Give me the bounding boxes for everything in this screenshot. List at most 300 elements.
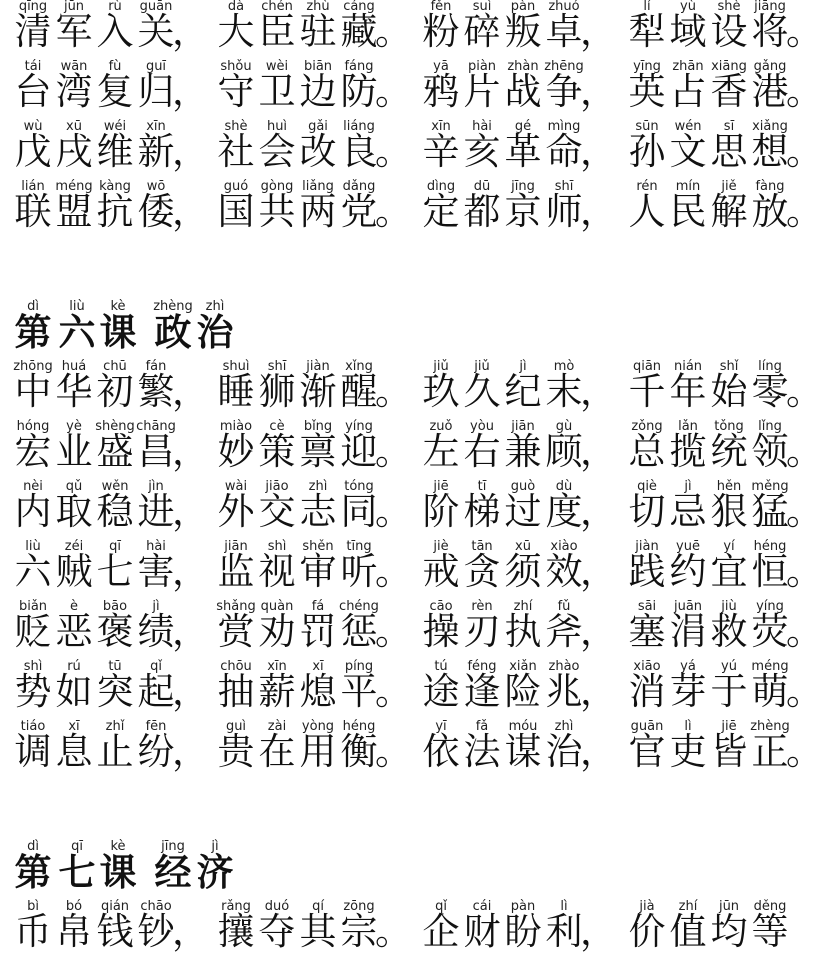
punctuation: ， [172, 670, 209, 713]
lesson-title [0, 840, 400, 900]
pinyin: cè [269, 419, 285, 434]
pinyin: jiē [721, 719, 737, 734]
pinyin: chōu [220, 659, 252, 674]
punctuation: ， [172, 490, 209, 533]
hanzi: 盟 [55, 190, 93, 233]
hanzi: 塞 [628, 610, 666, 653]
hanzi: 视 [258, 550, 296, 593]
hanzi: 都 [463, 190, 501, 233]
pinyin: jiān [224, 539, 248, 554]
verse-phrase [12, 120, 212, 180]
pinyin: shuì [222, 359, 250, 374]
pinyin: zǒng [631, 419, 663, 434]
pinyin: liù [25, 539, 41, 554]
pinyin: yè [66, 419, 82, 434]
verse-phrase [12, 540, 212, 600]
pinyin: jiè [433, 539, 449, 554]
verse-phrase [626, 120, 826, 180]
pinyin: cáng [343, 0, 375, 14]
hanzi: 鸦 [422, 70, 460, 113]
pinyin: xiāng [711, 59, 747, 74]
hanzi: 法 [463, 730, 501, 773]
verse-phrase [215, 540, 415, 600]
verse-phrase [626, 180, 826, 240]
pinyin: jì [684, 479, 692, 494]
hanzi: 帛 [55, 910, 93, 953]
pinyin: jì [211, 839, 219, 854]
hanzi: 斧 [545, 610, 583, 653]
hanzi: 抽 [217, 670, 255, 713]
hanzi: 交 [258, 490, 296, 533]
hanzi: 醒 [340, 370, 378, 413]
pinyin: shì [267, 539, 287, 554]
hanzi: 戊 [14, 130, 52, 173]
hanzi: 设 [710, 10, 748, 53]
hanzi: 维 [96, 130, 134, 173]
hanzi: 势 [14, 670, 52, 713]
pinyin: jì [519, 359, 527, 374]
hanzi: 听 [340, 550, 378, 593]
pinyin: hóng [16, 419, 50, 434]
pinyin: wù [23, 119, 43, 134]
title-hanzi: 课 [99, 310, 137, 354]
hanzi: 片 [463, 70, 501, 113]
pinyin: xīn [146, 119, 166, 134]
pinyin: qīng [18, 0, 48, 14]
hanzi: 平 [340, 670, 378, 713]
hanzi: 领 [751, 430, 789, 473]
pinyin: qiān [632, 359, 662, 374]
pinyin: jiě [721, 179, 737, 194]
pinyin: shěn [302, 539, 334, 554]
hanzi: 碎 [463, 10, 501, 53]
hanzi: 命 [545, 130, 583, 173]
pinyin: yíng [756, 599, 784, 614]
punctuation: 。 [786, 670, 823, 713]
hanzi: 纷 [137, 730, 175, 773]
pinyin: shǐ [719, 359, 739, 374]
pinyin: xiǎn [509, 659, 537, 674]
hanzi: 约 [669, 550, 707, 593]
verse-phrase [215, 120, 415, 180]
hanzi: 兆 [545, 670, 583, 713]
hanzi: 将 [751, 10, 789, 53]
pinyin: shī [554, 179, 574, 194]
hanzi: 揽 [669, 430, 707, 473]
pinyin: shǒu [220, 59, 252, 74]
hanzi: 戒 [422, 550, 460, 593]
hanzi: 军 [55, 10, 93, 53]
hanzi: 利 [545, 910, 583, 953]
hanzi: 叛 [504, 10, 542, 53]
hanzi: 褒 [96, 610, 134, 653]
pinyin: biǎn [18, 599, 48, 614]
hanzi: 战 [504, 70, 542, 113]
pinyin: qǐ [435, 899, 447, 914]
verse-phrase [215, 480, 415, 540]
pinyin: rǎng [221, 899, 251, 914]
punctuation: 。 [786, 10, 823, 53]
punctuation: 。 [375, 370, 412, 413]
pinyin: wān [60, 59, 88, 74]
hanzi: 赏 [217, 610, 255, 653]
hanzi: 荧 [751, 610, 789, 653]
punctuation: ， [172, 550, 209, 593]
pinyin: yī [435, 719, 447, 734]
punctuation: ， [580, 910, 617, 953]
pinyin: tīng [346, 539, 372, 554]
verse-line [0, 60, 840, 120]
punctuation: 。 [786, 370, 823, 413]
hanzi: 切 [628, 490, 666, 533]
hanzi: 价 [628, 910, 666, 953]
title-hanzi: 治 [196, 310, 234, 354]
verse-phrase [12, 600, 212, 660]
pinyin: xīn [431, 119, 451, 134]
verse-line [0, 720, 840, 780]
verse-phrase [12, 660, 212, 720]
hanzi: 财 [463, 910, 501, 953]
verse-phrase [626, 720, 826, 780]
punctuation: ， [580, 670, 617, 713]
pinyin: qī [109, 539, 121, 554]
pinyin: lián [21, 179, 45, 194]
pinyin: fēn [145, 719, 167, 734]
verse-phrase [215, 900, 415, 960]
punctuation: ， [580, 610, 617, 653]
hanzi: 放 [751, 190, 789, 233]
title-hanzi: 第 [14, 310, 52, 354]
pinyin: xǐng [345, 359, 373, 374]
hanzi: 企 [422, 910, 460, 953]
pinyin: gǎng [753, 59, 787, 74]
pinyin: zhì [205, 299, 225, 314]
pinyin: gé [514, 119, 532, 134]
pinyin: guān [630, 719, 664, 734]
hanzi: 倭 [137, 190, 175, 233]
verse-phrase [420, 600, 620, 660]
hanzi: 入 [96, 10, 134, 53]
hanzi: 兼 [504, 430, 542, 473]
hanzi: 稳 [96, 490, 134, 533]
punctuation: ， [172, 10, 209, 53]
hanzi: 其 [299, 910, 337, 953]
punctuation: ， [172, 910, 209, 953]
pinyin: lì [560, 899, 568, 914]
hanzi: 贪 [463, 550, 501, 593]
punctuation: 。 [786, 190, 823, 233]
hanzi: 衡 [340, 730, 378, 773]
hanzi: 夺 [258, 910, 296, 953]
hanzi: 繁 [137, 370, 175, 413]
punctuation: ， [172, 370, 209, 413]
hanzi: 盼 [504, 910, 542, 953]
verse-line [0, 660, 840, 720]
hanzi: 调 [14, 730, 52, 773]
hanzi: 取 [55, 490, 93, 533]
pinyin: biān [303, 59, 333, 74]
hanzi: 绩 [137, 610, 175, 653]
punctuation: ， [580, 430, 617, 473]
pinyin: shè [717, 0, 741, 14]
hanzi: 抗 [96, 190, 134, 233]
hanzi: 途 [422, 670, 460, 713]
title-hanzi: 七 [58, 850, 96, 894]
pinyin: jiān [511, 419, 535, 434]
hanzi: 禀 [299, 430, 337, 473]
hanzi: 均 [710, 910, 748, 953]
hanzi: 皆 [710, 730, 748, 773]
pinyin: zhǐ [105, 719, 125, 734]
hanzi: 右 [463, 430, 501, 473]
title-hanzi: 课 [99, 850, 137, 894]
hanzi: 犁 [628, 10, 666, 53]
pinyin: shèng [95, 419, 135, 434]
hanzi: 劝 [258, 610, 296, 653]
hanzi: 监 [217, 550, 255, 593]
verse-phrase [12, 360, 212, 420]
hanzi: 刃 [463, 610, 501, 653]
pinyin: jiǔ [433, 359, 449, 374]
hanzi: 卓 [545, 10, 583, 53]
hanzi: 复 [96, 70, 134, 113]
pinyin: liù [69, 299, 85, 314]
pinyin: chāng [136, 419, 176, 434]
pinyin: shī [267, 359, 287, 374]
hanzi: 逢 [463, 670, 501, 713]
hanzi: 英 [628, 70, 666, 113]
pinyin: líng [758, 359, 782, 374]
hanzi: 消 [628, 670, 666, 713]
punctuation: ， [172, 70, 209, 113]
punctuation: 。 [375, 10, 412, 53]
pinyin: è [70, 599, 78, 614]
pinyin: xiāo [633, 659, 661, 674]
verse-phrase [12, 720, 212, 780]
hanzi: 民 [669, 190, 707, 233]
verse-line [0, 0, 840, 60]
pinyin: xiǎng [752, 119, 788, 134]
punctuation: 。 [786, 490, 823, 533]
hanzi: 须 [504, 550, 542, 593]
hanzi: 依 [422, 730, 460, 773]
hanzi: 惩 [340, 610, 378, 653]
hanzi: 戌 [55, 130, 93, 173]
pinyin: zōng [343, 899, 375, 914]
hanzi: 息 [55, 730, 93, 773]
pinyin: rén [636, 179, 658, 194]
pinyin: lǎn [678, 419, 698, 434]
hanzi: 臣 [258, 10, 296, 53]
verse-phrase [12, 900, 212, 960]
pinyin: xī [68, 719, 80, 734]
pinyin: gù [555, 419, 573, 434]
hanzi: 狮 [258, 370, 296, 413]
pinyin: wài [224, 479, 248, 494]
pinyin: zhào [548, 659, 580, 674]
pinyin: xīn [267, 659, 287, 674]
hanzi: 文 [669, 130, 707, 173]
pinyin: sī [723, 119, 735, 134]
hanzi: 执 [504, 610, 542, 653]
hanzi: 止 [96, 730, 134, 773]
pinyin: rú [67, 659, 81, 674]
pinyin: suì [472, 0, 492, 14]
pinyin: tǒng [714, 419, 744, 434]
punctuation: 。 [375, 490, 412, 533]
hanzi: 香 [710, 70, 748, 113]
pinyin: jiǔ [474, 359, 490, 374]
pinyin: pàn [510, 899, 536, 914]
pinyin: méng [55, 179, 93, 194]
verse-phrase [626, 480, 826, 540]
verse-phrase [420, 660, 620, 720]
hanzi: 千 [628, 370, 666, 413]
pinyin: jiàn [635, 539, 659, 554]
pinyin: guò [510, 479, 536, 494]
hanzi: 守 [217, 70, 255, 113]
pinyin: shè [224, 119, 248, 134]
pinyin: liáng [343, 119, 375, 134]
pinyin: huì [266, 119, 288, 134]
pinyin: zhān [672, 59, 704, 74]
hanzi: 谋 [504, 730, 542, 773]
pinyin: děng [753, 899, 787, 914]
pinyin: zhuó [548, 0, 580, 14]
pinyin: zhèng [153, 299, 193, 314]
pinyin: dà [227, 0, 245, 14]
hanzi: 统 [710, 430, 748, 473]
pinyin: mín [675, 179, 701, 194]
pinyin: zhàn [507, 59, 539, 74]
punctuation: ， [172, 190, 209, 233]
hanzi: 新 [137, 130, 175, 173]
pinyin: miào [219, 419, 253, 434]
pinyin: mò [553, 359, 575, 374]
verse-phrase [12, 420, 212, 480]
verse-phrase [626, 600, 826, 660]
pinyin: chū [103, 359, 127, 374]
hanzi: 恒 [751, 550, 789, 593]
punctuation: 。 [375, 610, 412, 653]
hanzi: 想 [751, 130, 789, 173]
hanzi: 攘 [217, 910, 255, 953]
hanzi: 险 [504, 670, 542, 713]
punctuation: 。 [786, 130, 823, 173]
verse-phrase [626, 660, 826, 720]
pinyin: wō [146, 179, 166, 194]
pinyin: yā [433, 59, 449, 74]
hanzi: 害 [137, 550, 175, 593]
pinyin: méng [751, 659, 789, 674]
pinyin: cái [472, 899, 492, 914]
hanzi: 孙 [628, 130, 666, 173]
verse-phrase [626, 540, 826, 600]
pinyin: sāi [637, 599, 657, 614]
hanzi: 审 [299, 550, 337, 593]
pinyin: bǐng [303, 419, 333, 434]
pinyin: zhèng [750, 719, 790, 734]
pinyin: tái [24, 59, 42, 74]
pinyin: yòng [301, 719, 335, 734]
pinyin: nèi [23, 479, 43, 494]
verse-line [0, 540, 840, 600]
verse-phrase [420, 60, 620, 120]
pinyin: fǎ [475, 719, 489, 734]
pinyin: qǐ [150, 659, 162, 674]
hanzi: 久 [463, 370, 501, 413]
verse-phrase [420, 480, 620, 540]
punctuation: 。 [375, 430, 412, 473]
hanzi: 昌 [137, 430, 175, 473]
pinyin: lí [643, 0, 651, 14]
pinyin: jìn [148, 479, 164, 494]
verse-phrase [215, 420, 415, 480]
hanzi: 宗 [340, 910, 378, 953]
hanzi: 联 [14, 190, 52, 233]
pinyin: xū [66, 119, 82, 134]
pinyin: jīng [161, 839, 185, 854]
punctuation: ， [580, 550, 617, 593]
verse-phrase [626, 420, 826, 480]
hanzi: 业 [55, 430, 93, 473]
pinyin: dìng [426, 179, 456, 194]
verse-line [0, 120, 840, 180]
hanzi: 良 [340, 130, 378, 173]
hanzi: 玖 [422, 370, 460, 413]
pinyin: fáng [344, 59, 374, 74]
hanzi: 左 [422, 430, 460, 473]
pinyin: duó [264, 899, 290, 914]
pinyin: hěn [716, 479, 742, 494]
punctuation: 。 [375, 550, 412, 593]
punctuation: ， [172, 610, 209, 653]
punctuation: 。 [786, 70, 823, 113]
pinyin: tī [477, 479, 487, 494]
hanzi: 外 [217, 490, 255, 533]
verse-line [0, 180, 840, 240]
pinyin: guì [225, 719, 247, 734]
punctuation: 。 [375, 190, 412, 233]
hanzi: 人 [628, 190, 666, 233]
verse-phrase [420, 720, 620, 780]
hanzi: 纪 [504, 370, 542, 413]
verse-phrase [215, 360, 415, 420]
hanzi: 涓 [669, 610, 707, 653]
pinyin: nián [673, 359, 703, 374]
pinyin: héng [753, 539, 787, 554]
verse-phrase [420, 0, 620, 60]
pinyin: zéi [64, 539, 84, 554]
pinyin: shì [23, 659, 43, 674]
hanzi: 熄 [299, 670, 337, 713]
hanzi: 定 [422, 190, 460, 233]
hanzi: 七 [96, 550, 134, 593]
pinyin: qǔ [65, 479, 83, 494]
pinyin: féng [467, 659, 497, 674]
punctuation: 。 [375, 910, 412, 953]
pinyin: cāo [429, 599, 453, 614]
hanzi: 梯 [463, 490, 501, 533]
hanzi: 忌 [669, 490, 707, 533]
title-hanzi: 第 [14, 850, 52, 894]
punctuation: 。 [786, 430, 823, 473]
verse-phrase [215, 600, 415, 660]
hanzi: 关 [137, 10, 175, 53]
pinyin: jiē [433, 479, 449, 494]
hanzi: 币 [14, 910, 52, 953]
pinyin: dì [27, 839, 39, 854]
